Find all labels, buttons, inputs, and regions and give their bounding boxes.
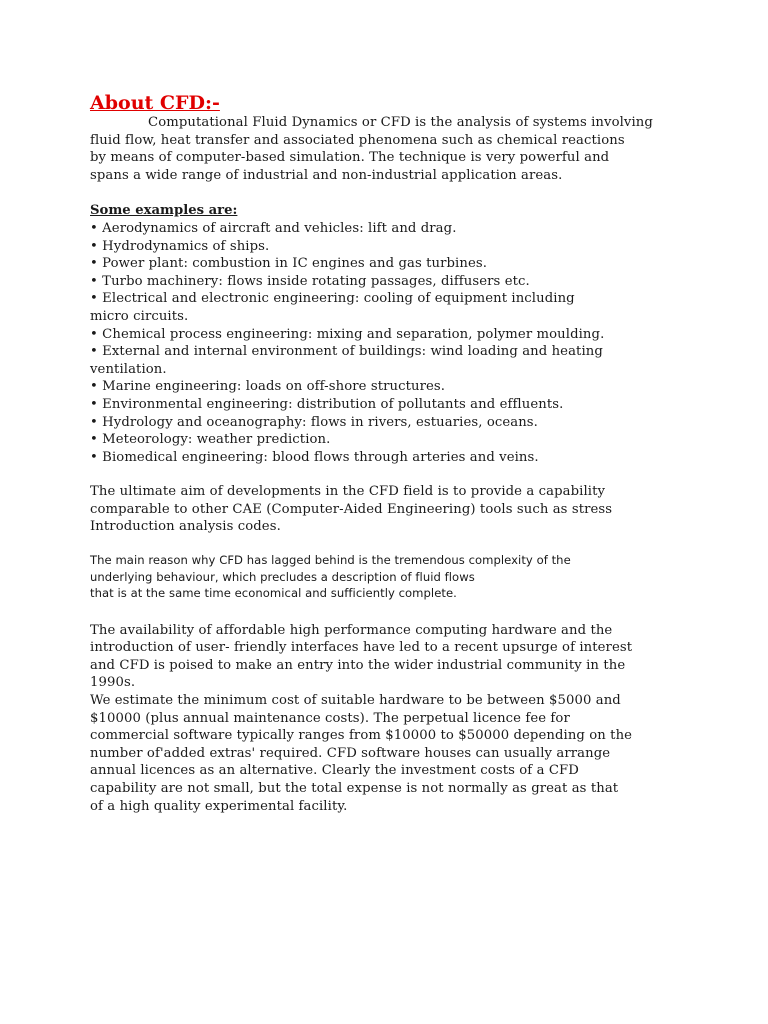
document-page (90, 90, 690, 815)
list-item: • Electrical and electronic engineering: cooling of equipment including (90, 291, 575, 307)
list-item: • Marine engineering: loads on off-shore structures. (90, 379, 446, 395)
cost-line: We estimate the minimum cost of suitable hardware to be between $5000 and (90, 692, 621, 708)
intro-line: Computational Fluid Dynamics or CFD is the analysis of systems involving (148, 115, 653, 130)
list-item: ventilation. (90, 361, 167, 377)
examples-list (90, 220, 690, 466)
page-title: About CFD:- (90, 92, 220, 114)
availability-line: and CFD is poised to make an entry into the wider industrial community in the (90, 657, 626, 673)
availability-line: introduction of user- friendly interfaces have led to a recent upsurge of interest (90, 640, 633, 656)
cost-line: $10000 (plus annual maintenance costs). The perpetual licence fee for (90, 710, 570, 726)
list-item: • Aerodynamics of aircraft and vehicles: lift and drag. (90, 220, 457, 236)
list-item: • Turbo machinery: flows inside rotating passages, diffusers etc. (90, 273, 530, 289)
reason-paragraph (90, 552, 690, 602)
list-item: • Hydrodynamics of ships. (90, 238, 270, 254)
cost-line: of a high quality experimental facility. (90, 798, 348, 814)
availability-paragraph (90, 622, 690, 692)
list-item: • Chemical process engineering: mixing and separation, polymer moulding. (90, 326, 605, 342)
cost-line: capability are not small, but the total expense is not normally as great as that (90, 780, 619, 796)
aim-line: comparable to other CAE (Computer-Aided Engineering) tools such as stress (90, 501, 613, 517)
cost-line: number of'added extras' required. CFD software houses can usually arrange (90, 745, 611, 761)
cost-paragraph (90, 692, 690, 815)
intro-line: fluid flow, heat transfer and associated phenomena such as chemical reactions (90, 132, 625, 148)
list-item: • Environmental engineering: distribution of pollutants and effluents. (90, 396, 564, 412)
list-item: • External and internal environment of buildings: wind loading and heating (90, 344, 603, 360)
list-item: • Biomedical engineering: blood flows through arteries and veins. (90, 449, 539, 465)
list-item: • Power plant: combustion in IC engines and gas turbines. (90, 256, 488, 272)
reason-line: The main reason why CFD has lagged behind is the tremendous complexity of the (90, 553, 571, 568)
list-item: • Hydrology and oceanography: flows in rivers, estuaries, oceans. (90, 414, 538, 430)
reason-line: that is at the same time economical and sufficiently complete. (90, 586, 457, 601)
aim-paragraph (90, 483, 690, 536)
aim-line: The ultimate aim of developments in the CFD field is to provide a capability (90, 484, 606, 500)
reason-line: underlying behaviour, which precludes a description of fluid flows (90, 569, 475, 584)
examples-heading: Some examples are: (90, 203, 238, 219)
cost-line: commercial software typically ranges from $10000 to $50000 depending on the (90, 728, 633, 744)
cost-line: annual licences as an alternative. Clearly the investment costs of a CFD (90, 763, 579, 779)
list-item: micro circuits. (90, 308, 189, 324)
list-item: • Meteorology: weather prediction. (90, 432, 331, 448)
availability-line: 1990s. (90, 675, 136, 691)
aim-line: Introduction analysis codes. (90, 519, 281, 535)
availability-line: The availability of affordable high performance computing hardware and the (90, 622, 613, 638)
intro-line: by means of computer-based simulation. The technique is very powerful and (90, 150, 610, 166)
intro-line: spans a wide range of industrial and non-industrial application areas. (90, 167, 563, 183)
intro-paragraph (90, 114, 690, 184)
